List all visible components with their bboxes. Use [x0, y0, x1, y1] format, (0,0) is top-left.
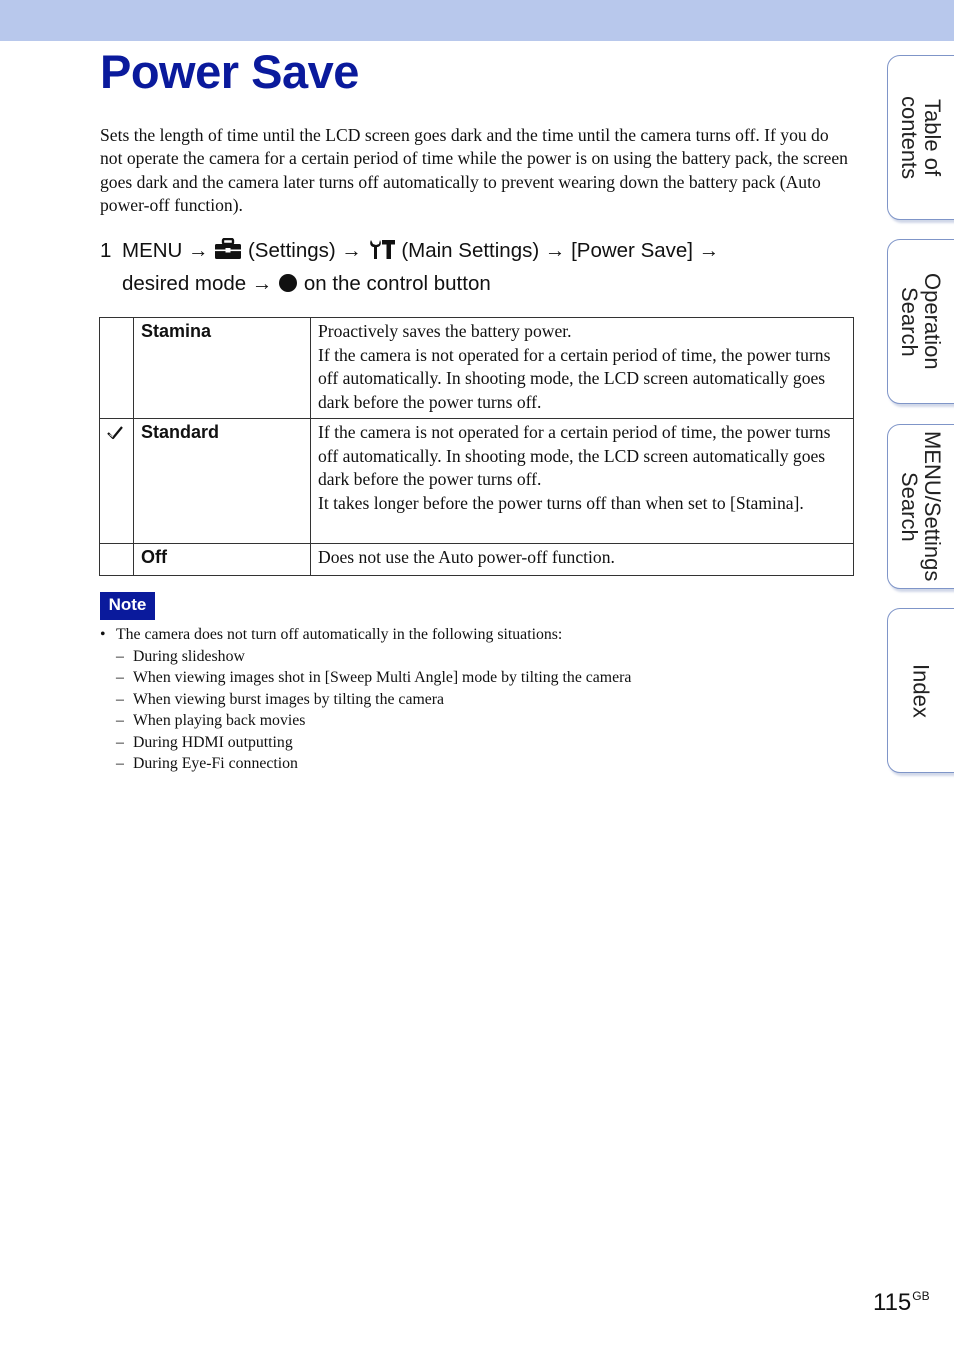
list-item: – When viewing images shot in [Sweep Multi Angle] mode by tilting the camera — [116, 669, 632, 686]
table-row — [100, 318, 854, 419]
mode-description — [311, 318, 854, 419]
tab-table-of-contents[interactable] — [887, 55, 954, 220]
description-line: Proactively saves the battery power. — [318, 321, 572, 341]
power-save-item: [Power Save] — [571, 239, 693, 262]
list-item: – During slideshow — [116, 647, 245, 665]
filled-circle-icon — [278, 272, 298, 302]
description-line: If the camera is not operated for a certain period of time, the power turns off automatically. In shooting mode, the LCD screen automatically goes dark before the power turns off. — [318, 344, 831, 412]
tab-operation-search[interactable] — [887, 239, 954, 404]
description-line: Does not use the Auto power-off function. — [318, 547, 615, 567]
note-text: The camera does not turn off automatically in the following situations: — [116, 626, 563, 643]
settings-label: (Settings) — [247, 239, 336, 262]
list-item: – During HDMI outputting — [116, 733, 293, 751]
table-row — [100, 544, 854, 576]
arrow: → — [188, 239, 209, 262]
note-badge: Note — [100, 592, 155, 620]
default-marker-cell — [100, 318, 134, 419]
main-settings-label: (Main Settings) — [401, 239, 540, 262]
page-suffix: GB — [912, 1289, 930, 1303]
mode-name: Off — [134, 544, 311, 576]
mode-name: Standard — [134, 419, 311, 544]
arrow: → — [544, 239, 566, 262]
mode-name: Stamina — [134, 318, 311, 419]
tab-index[interactable] — [887, 608, 954, 773]
list-item: – When playing back movies — [116, 712, 306, 729]
bullet: • — [100, 626, 106, 643]
step-number: 1 — [100, 239, 112, 262]
wrench-icon — [368, 238, 396, 269]
checkmark-icon — [106, 428, 124, 445]
default-marker-cell — [100, 419, 134, 544]
table-row — [100, 419, 854, 544]
tab-label: MENU/Settings Search — [897, 431, 945, 582]
description-line: It takes longer before the power turns off than when set to [Stamina]. — [318, 492, 804, 513]
control-button-label: on the control button — [303, 272, 491, 295]
note-item — [100, 624, 852, 646]
list-item: – When viewing burst images by tilting the camera — [116, 690, 445, 708]
intro-paragraph: Sets the length of time until the LCD screen goes dark and the time until the camera turns off. If you do not operate the camera for a certain period of time while the power is on using the battery pack, the screen goes dark and the camera later turns off automatically to prevent wearing down the battery pack (Auto power-off function). — [100, 125, 848, 216]
header-band — [0, 0, 954, 41]
desired-mode-label: desired mode — [122, 272, 247, 295]
modes-table — [99, 317, 854, 576]
note-list — [100, 624, 852, 775]
mode-description — [311, 419, 854, 544]
arrow: → — [341, 239, 362, 262]
toolbox-icon — [214, 238, 242, 269]
arrow: → — [251, 272, 273, 295]
mode-description — [311, 544, 854, 576]
default-marker-cell — [100, 544, 134, 576]
menu-step — [100, 236, 852, 302]
tab-label: Table of contents — [897, 95, 945, 180]
arrow: → — [698, 239, 720, 262]
tab-menu-settings-search[interactable] — [887, 424, 954, 589]
tab-label: Index — [908, 663, 934, 718]
menu-label: MENU — [122, 239, 183, 262]
page-number: $115^{GB}$ — [873, 1289, 930, 1316]
list-item: – During Eye-Fi connection — [116, 755, 298, 772]
page-title: Power Save — [100, 45, 359, 98]
tab-label: Operation Search — [897, 273, 945, 370]
description-line: If the camera is not operated for a certain period of time, the power turns off automatically. In shooting mode, the LCD screen automatically goes dark before the power turns off. — [318, 422, 831, 489]
